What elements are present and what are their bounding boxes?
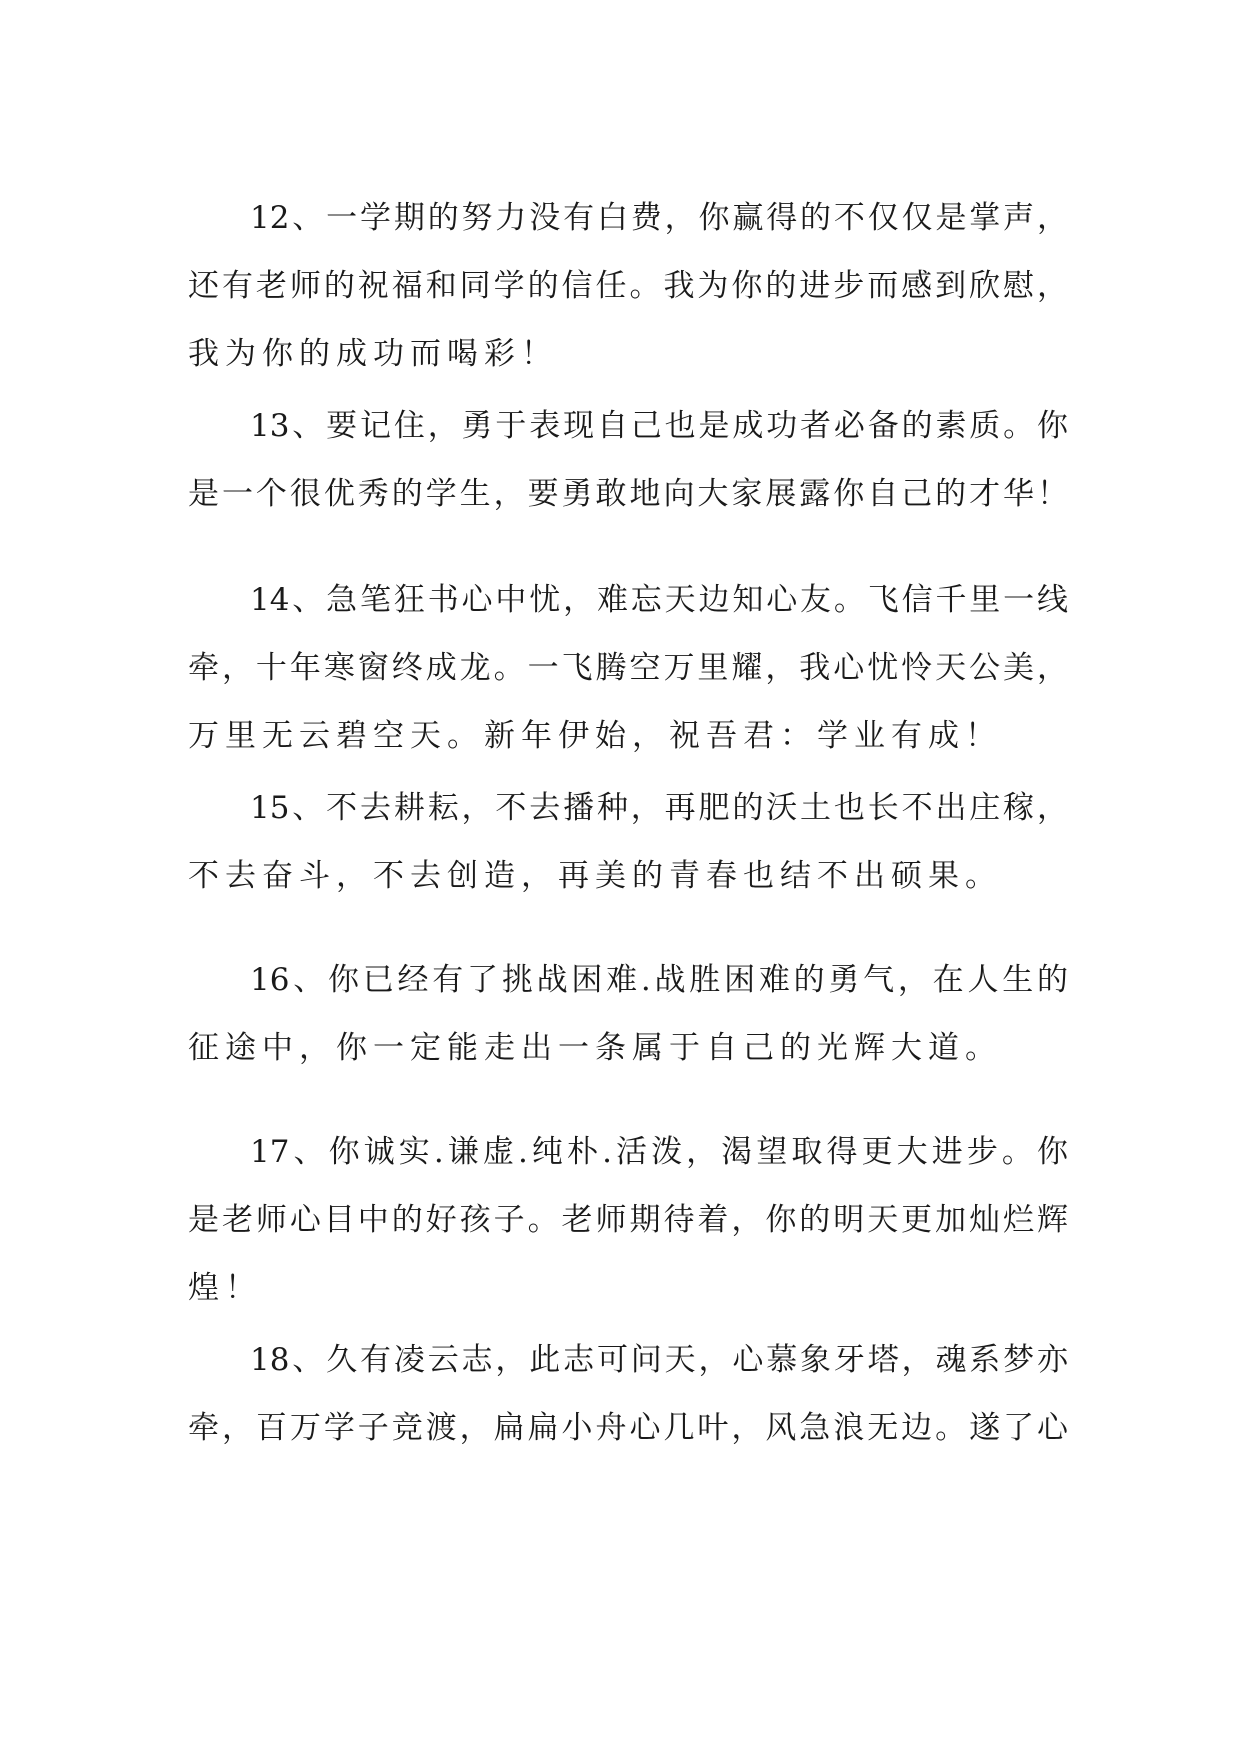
paragraph-line: 还有老师的祝福和同学的信任。我为你的进步而感到欣慰， bbox=[188, 268, 1068, 304]
paragraph-17 bbox=[188, 1118, 1068, 1322]
paragraph-line: 征途中，你一定能走出一条属于自己的光辉大道。 bbox=[188, 1030, 1002, 1066]
paragraph-line: 煌！ bbox=[188, 1270, 262, 1306]
paragraph-line: 17、你诚实.谦虚.纯朴.活泼，渴望取得更大进步。你 bbox=[250, 1134, 1068, 1170]
paragraph-16 bbox=[188, 946, 1068, 1082]
paragraph-line: 牵，十年寒窗终成龙。一飞腾空万里耀，我心忧怜天公美， bbox=[188, 650, 1068, 686]
paragraph-12 bbox=[188, 184, 1068, 388]
paragraph-line: 16、你已经有了挑战困难.战胜困难的勇气，在人生的 bbox=[250, 962, 1068, 998]
paragraph-line: 15、不去耕耘，不去播种，再肥的沃土也长不出庄稼， bbox=[250, 790, 1068, 826]
paragraph-line: 万里无云碧空天。新年伊始，祝吾君：学业有成！ bbox=[188, 718, 1002, 754]
paragraph-line: 是老师心目中的好孩子。老师期待着，你的明天更加灿烂辉 bbox=[188, 1202, 1068, 1238]
paragraph-line: 13、要记住，勇于表现自己也是成功者必备的素质。你 bbox=[250, 408, 1068, 444]
paragraph-line: 我为你的成功而喝彩！ bbox=[188, 336, 558, 372]
paragraph-15 bbox=[188, 774, 1068, 910]
paragraph-line: 14、急笔狂书心中忧，难忘天边知心友。飞信千里一线 bbox=[250, 582, 1068, 618]
paragraph-13 bbox=[188, 392, 1068, 528]
paragraph-line: 是一个很优秀的学生，要勇敢地向大家展露你自己的才华！ bbox=[188, 476, 1068, 512]
paragraph-line: 12、一学期的努力没有白费，你赢得的不仅仅是掌声， bbox=[250, 200, 1068, 236]
paragraph-18 bbox=[188, 1326, 1068, 1462]
paragraph-14 bbox=[188, 566, 1068, 770]
paragraph-line: 18、久有凌云志，此志可问天，心慕象牙塔，魂系梦亦 bbox=[250, 1342, 1068, 1378]
paragraph-line: 不去奋斗，不去创造，再美的青春也结不出硕果。 bbox=[188, 858, 1002, 894]
paragraph-line: 牵，百万学子竞渡，扁扁小舟心几叶，风急浪无边。遂了心 bbox=[188, 1410, 1068, 1446]
